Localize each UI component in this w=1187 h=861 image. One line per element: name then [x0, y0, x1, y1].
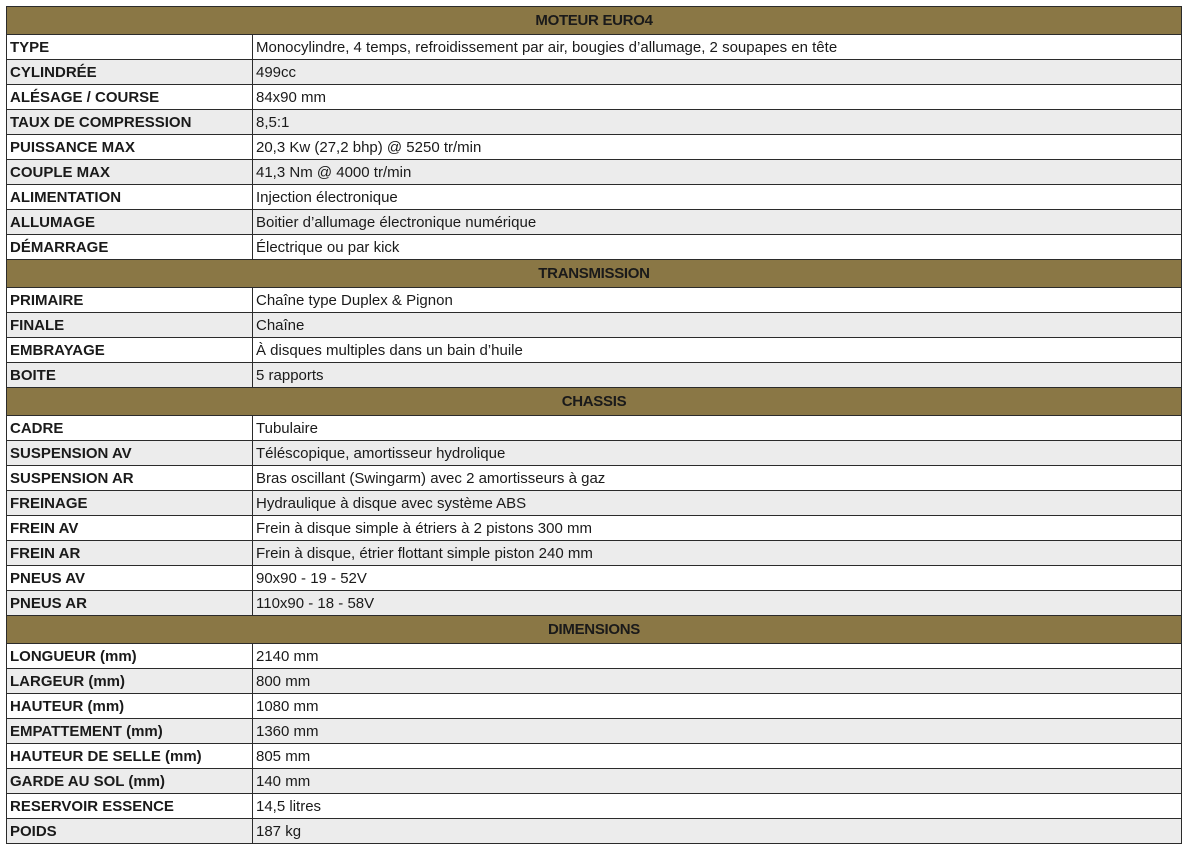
spec-value: 5 rapports	[253, 363, 1182, 388]
table-row	[7, 110, 1182, 135]
section-title: TRANSMISSION	[7, 260, 1182, 288]
table-row	[7, 644, 1182, 669]
spec-label: PNEUS AV	[7, 566, 253, 591]
spec-value: 1080 mm	[253, 694, 1182, 719]
spec-label: EMPATTEMENT (mm)	[7, 719, 253, 744]
spec-value: 2140 mm	[253, 644, 1182, 669]
table-row	[7, 338, 1182, 363]
spec-label: PRIMAIRE	[7, 288, 253, 313]
spec-table	[6, 6, 1182, 844]
table-row	[7, 363, 1182, 388]
spec-value: 90x90 - 19 - 52V	[253, 566, 1182, 591]
spec-label: HAUTEUR (mm)	[7, 694, 253, 719]
spec-value: Bras oscillant (Swingarm) avec 2 amortisseurs à gaz	[253, 466, 1182, 491]
section-header-row	[7, 388, 1182, 416]
table-row	[7, 694, 1182, 719]
spec-label: COUPLE MAX	[7, 160, 253, 185]
section-header-row	[7, 7, 1182, 35]
table-row	[7, 819, 1182, 844]
spec-label: GARDE AU SOL (mm)	[7, 769, 253, 794]
spec-value: 41,3 Nm @ 4000 tr/min	[253, 160, 1182, 185]
spec-value: 84x90 mm	[253, 85, 1182, 110]
spec-value: Frein à disque simple à étriers à 2 pistons 300 mm	[253, 516, 1182, 541]
spec-value: Électrique ou par kick	[253, 235, 1182, 260]
spec-label: ALIMENTATION	[7, 185, 253, 210]
table-row	[7, 416, 1182, 441]
section-title: MOTEUR EURO4	[7, 7, 1182, 35]
spec-label: FINALE	[7, 313, 253, 338]
spec-label: DÉMARRAGE	[7, 235, 253, 260]
table-row	[7, 466, 1182, 491]
table-row	[7, 210, 1182, 235]
spec-value: 140 mm	[253, 769, 1182, 794]
table-row	[7, 491, 1182, 516]
table-row	[7, 516, 1182, 541]
spec-label: EMBRAYAGE	[7, 338, 253, 363]
table-row	[7, 769, 1182, 794]
spec-value: 1360 mm	[253, 719, 1182, 744]
spec-label: FREIN AR	[7, 541, 253, 566]
spec-label: LONGUEUR (mm)	[7, 644, 253, 669]
section-title: DIMENSIONS	[7, 616, 1182, 644]
table-row	[7, 160, 1182, 185]
spec-label: TAUX DE COMPRESSION	[7, 110, 253, 135]
spec-label: ALLUMAGE	[7, 210, 253, 235]
spec-label: HAUTEUR DE SELLE (mm)	[7, 744, 253, 769]
spec-label: RESERVOIR ESSENCE	[7, 794, 253, 819]
table-row	[7, 85, 1182, 110]
spec-label: BOITE	[7, 363, 253, 388]
spec-table-body	[7, 7, 1182, 844]
spec-label: CYLINDRÉE	[7, 60, 253, 85]
spec-label: SUSPENSION AV	[7, 441, 253, 466]
spec-value: 20,3 Kw (27,2 bhp) @ 5250 tr/min	[253, 135, 1182, 160]
spec-value: Tubulaire	[253, 416, 1182, 441]
table-row	[7, 794, 1182, 819]
spec-label: TYPE	[7, 35, 253, 60]
spec-label: SUSPENSION AR	[7, 466, 253, 491]
table-row	[7, 235, 1182, 260]
table-row	[7, 719, 1182, 744]
spec-value: 8,5:1	[253, 110, 1182, 135]
spec-value: 14,5 litres	[253, 794, 1182, 819]
table-row	[7, 135, 1182, 160]
spec-value: 110x90 - 18 - 58V	[253, 591, 1182, 616]
spec-value: 805 mm	[253, 744, 1182, 769]
table-row	[7, 541, 1182, 566]
table-row	[7, 591, 1182, 616]
section-header-row	[7, 616, 1182, 644]
spec-value: Hydraulique à disque avec système ABS	[253, 491, 1182, 516]
table-row	[7, 669, 1182, 694]
section-header-row	[7, 260, 1182, 288]
spec-value: Chaîne	[253, 313, 1182, 338]
spec-label: FREIN AV	[7, 516, 253, 541]
table-row	[7, 566, 1182, 591]
table-row	[7, 441, 1182, 466]
table-row	[7, 185, 1182, 210]
table-row	[7, 35, 1182, 60]
table-row	[7, 313, 1182, 338]
section-title: CHASSIS	[7, 388, 1182, 416]
spec-value: 800 mm	[253, 669, 1182, 694]
table-row	[7, 744, 1182, 769]
spec-label: LARGEUR (mm)	[7, 669, 253, 694]
spec-value: Monocylindre, 4 temps, refroidissement par air, bougies d’allumage, 2 soupapes en tête	[253, 35, 1182, 60]
spec-value: Chaîne type Duplex & Pignon	[253, 288, 1182, 313]
spec-label: POIDS	[7, 819, 253, 844]
spec-label: PNEUS AR	[7, 591, 253, 616]
spec-value: Injection électronique	[253, 185, 1182, 210]
table-row	[7, 60, 1182, 85]
spec-label: PUISSANCE MAX	[7, 135, 253, 160]
spec-value: 499cc	[253, 60, 1182, 85]
spec-value: Téléscopique, amortisseur hydrolique	[253, 441, 1182, 466]
spec-value: À disques multiples dans un bain d’huile	[253, 338, 1182, 363]
spec-value: Boitier d’allumage électronique numérique	[253, 210, 1182, 235]
spec-value: 187 kg	[253, 819, 1182, 844]
spec-label: CADRE	[7, 416, 253, 441]
table-row	[7, 288, 1182, 313]
spec-label: ALÉSAGE / COURSE	[7, 85, 253, 110]
spec-label: FREINAGE	[7, 491, 253, 516]
spec-value: Frein à disque, étrier flottant simple piston 240 mm	[253, 541, 1182, 566]
